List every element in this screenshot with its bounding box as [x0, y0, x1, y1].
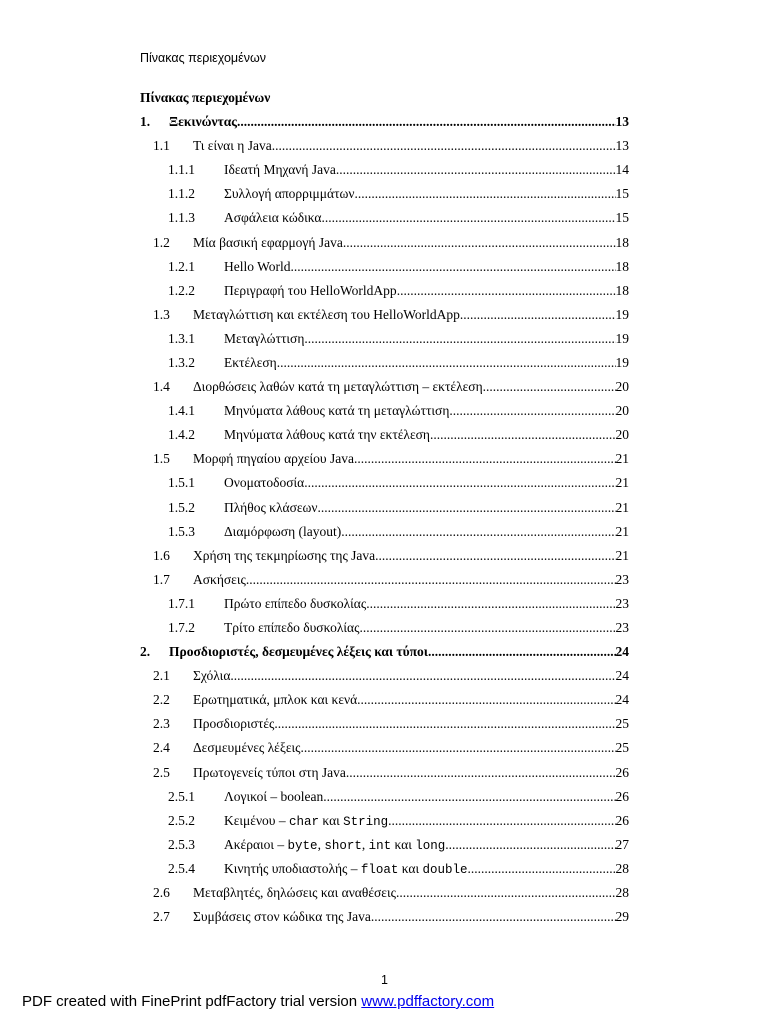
toc-entry[interactable]	[140, 134, 629, 158]
toc-entry-number: 1.4	[153, 379, 170, 395]
toc-entry-number: 1.6	[153, 547, 170, 563]
toc-entry-number: 2.5	[153, 764, 170, 780]
toc-entry[interactable]	[140, 712, 629, 736]
toc-entry-page: 15	[615, 186, 629, 202]
toc-entry-number: 1.5.3	[168, 523, 195, 539]
toc-entry-title: Προσδιοριστές	[193, 716, 275, 732]
dot-leader	[428, 644, 616, 660]
toc-entry-title: Χρήση της τεκμηρίωσης της Java	[193, 547, 376, 563]
dot-leader	[246, 572, 616, 588]
toc-entry[interactable]	[140, 785, 629, 809]
toc-entry-page: 25	[615, 716, 629, 732]
dot-leader	[388, 813, 615, 829]
toc-entry-title: Συλλογή απορριμμάτων	[224, 186, 355, 202]
dot-leader	[304, 475, 615, 491]
toc-entry[interactable]	[140, 761, 629, 785]
toc-entry-page: 21	[615, 475, 629, 491]
toc-entry-number: 2.6	[153, 885, 170, 901]
toc-entry[interactable]	[140, 158, 629, 182]
toc-entry-page: 25	[615, 740, 629, 756]
dot-leader	[366, 596, 615, 612]
toc-entry-page: 24	[615, 644, 629, 660]
toc-entry-title: Μεταγλώττιση	[224, 330, 305, 346]
toc-entry-number: 1.2.2	[168, 282, 195, 298]
toc-entry-title: Πρωτογενείς τύποι στη Java	[193, 764, 346, 780]
code-keyword: long	[415, 838, 446, 853]
toc-entry-title	[224, 861, 468, 877]
dot-leader	[291, 259, 616, 275]
toc-entry-title: Πλήθος κλάσεων	[224, 499, 318, 515]
toc-entry-page: 18	[615, 258, 629, 274]
toc-entry-number: 2.	[140, 644, 151, 660]
dot-leader	[396, 885, 616, 901]
toc-entry-page: 24	[615, 668, 629, 684]
dot-leader	[341, 524, 615, 540]
toc-entry[interactable]	[140, 568, 629, 592]
toc-entry[interactable]	[140, 616, 629, 640]
code-keyword: String	[343, 814, 389, 829]
toc-entry-title: Διορθώσεις λαθών κατά τη μεταγλώττιση – εκτέλεση	[193, 379, 483, 395]
dot-leader	[354, 451, 616, 467]
toc-entry[interactable]	[140, 857, 629, 881]
toc-entry[interactable]	[140, 423, 629, 447]
dot-leader	[343, 235, 616, 251]
toc-entry-number: 2.5.1	[168, 788, 195, 804]
footer-link[interactable]: www.pdffactory.com	[361, 993, 495, 1010]
dot-leader	[445, 837, 615, 853]
toc-entry[interactable]	[140, 303, 629, 327]
toc-entry-title: Hello World	[224, 258, 291, 274]
toc-entry-number: 2.5.3	[168, 836, 195, 852]
toc-entry-title: Σχόλια	[193, 668, 231, 684]
toc-entry-number: 2.7	[153, 909, 170, 925]
title-text: Ακέραιοι –	[224, 836, 288, 852]
toc-entry-number: 1.1	[153, 138, 170, 154]
toc-entry-title: Ερωτηματικά, μπλοκ και κενά	[193, 692, 358, 708]
toc-entry-title: Λογικοί – boolean	[224, 788, 324, 804]
toc-entry[interactable]	[140, 375, 629, 399]
toc-entry[interactable]	[140, 471, 629, 495]
toc-entry-title: Δεσμευμένες λέξεις	[193, 740, 301, 756]
dot-leader	[274, 716, 615, 732]
dot-leader	[230, 668, 615, 684]
toc-entry[interactable]	[140, 520, 629, 544]
toc-entry-number: 1.4.2	[168, 427, 195, 443]
code-keyword: double	[422, 862, 468, 877]
toc-entry-page: 20	[615, 379, 629, 395]
toc-entry-page: 21	[615, 523, 629, 539]
toc-entry[interactable]	[140, 110, 629, 134]
toc-entry-number: 2.2	[153, 692, 170, 708]
footer-text: PDF created with FinePrint pdfFactory trial version	[22, 993, 362, 1010]
toc-entry-page: 13	[615, 114, 629, 130]
dot-leader	[397, 283, 616, 299]
dot-leader	[322, 210, 616, 226]
toc-entry-title: Μηνύματα λάθους κατά τη μεταγλώττιση	[224, 403, 450, 419]
toc-entry-page: 26	[615, 812, 629, 828]
code-keyword: short	[324, 838, 362, 853]
toc-entry-page: 19	[615, 306, 629, 322]
toc-entry-title	[224, 813, 388, 829]
toc-entry[interactable]	[140, 447, 629, 471]
table-of-contents	[140, 110, 629, 929]
toc-entry[interactable]	[140, 905, 629, 929]
dot-leader	[277, 355, 616, 371]
toc-entry-page: 23	[615, 620, 629, 636]
toc-entry-page: 20	[615, 403, 629, 419]
toc-entry-title: Μία βασική εφαρμογή Java	[193, 234, 343, 250]
toc-entry-number: 1.	[140, 114, 151, 130]
toc-entry-page: 28	[615, 860, 629, 876]
toc-entry-page: 19	[615, 354, 629, 370]
dot-leader	[375, 548, 615, 564]
toc-entry-title: Ιδεατή Μηχανή Java	[224, 162, 336, 178]
toc-entry[interactable]	[140, 496, 629, 520]
title-text: Κειμένου –	[224, 812, 289, 828]
toc-entry[interactable]	[140, 327, 629, 351]
dot-leader	[323, 789, 615, 805]
running-header: Πίνακας περιεχομένων	[140, 51, 266, 65]
toc-entry[interactable]	[140, 544, 629, 568]
toc-entry[interactable]	[140, 399, 629, 423]
toc-entry-title: Μορφή πηγαίου αρχείου Java	[193, 451, 354, 467]
toc-entry-number: 1.7	[153, 571, 170, 587]
toc-entry-title: Μεταγλώττιση και εκτέλεση του HelloWorldApp	[193, 306, 460, 322]
toc-entry-number: 2.5.2	[168, 812, 195, 828]
code-keyword: int	[368, 838, 392, 853]
toc-entry[interactable]	[140, 736, 629, 760]
toc-entry-number: 1.3.2	[168, 354, 195, 370]
toc-entry-page: 27	[615, 836, 629, 852]
toc-entry-title: Τι είναι η Java	[193, 138, 272, 154]
dot-leader	[359, 620, 615, 636]
dot-leader	[483, 379, 616, 395]
dot-leader	[371, 909, 616, 925]
dot-leader	[430, 427, 616, 443]
toc-entry-page: 23	[615, 571, 629, 587]
toc-entry[interactable]	[140, 664, 629, 688]
dot-leader	[449, 403, 615, 419]
toc-entry-page: 29	[615, 909, 629, 925]
toc-entry-number: 2.4	[153, 740, 170, 756]
dot-leader	[304, 331, 615, 347]
toc-entry[interactable]	[140, 592, 629, 616]
toc-entry-title: Πρώτο επίπεδο δυσκολίας	[224, 595, 367, 611]
toc-entry-page: 20	[615, 427, 629, 443]
toc-entry-page: 28	[615, 885, 629, 901]
toc-entry-page: 21	[615, 547, 629, 563]
toc-entry-number: 2.5.4	[168, 860, 195, 876]
toc-entry-page: 24	[615, 692, 629, 708]
toc-entry-title: Προσδιοριστές, δεσμευμένες λέξεις και τύποι	[169, 644, 428, 660]
title-text: ,	[361, 836, 369, 852]
toc-entry[interactable]	[140, 809, 629, 833]
toc-entry-title: Ασφάλεια κώδικα	[224, 210, 322, 226]
title-text: και	[319, 812, 344, 828]
code-keyword: byte	[287, 838, 318, 853]
toc-entry[interactable]	[140, 182, 629, 206]
toc-entry-page: 26	[615, 764, 629, 780]
toc-entry-title: Ονοματοδοσία	[224, 475, 305, 491]
toc-entry-title: Περιγραφή του HelloWorldApp	[224, 282, 397, 298]
toc-entry[interactable]	[140, 881, 629, 905]
title-text: και	[398, 860, 423, 876]
toc-entry-title	[224, 837, 445, 853]
dot-leader	[346, 765, 616, 781]
title-text: ,	[317, 836, 325, 852]
toc-entry[interactable]	[140, 351, 629, 375]
toc-entry-number: 1.1.3	[168, 210, 195, 226]
toc-entry-number: 1.7.2	[168, 620, 195, 636]
toc-entry-number: 1.2	[153, 234, 170, 250]
toc-entry-page: 21	[615, 499, 629, 515]
dot-leader	[301, 740, 616, 756]
toc-entry[interactable]	[140, 255, 629, 279]
toc-entry-number: 1.5	[153, 451, 170, 467]
toc-entry-page: 26	[615, 788, 629, 804]
toc-entry-title: Ξεκινώντας	[169, 114, 237, 130]
toc-entry-number: 1.4.1	[168, 403, 195, 419]
toc-entry-number: 2.1	[153, 668, 170, 684]
toc-title: Πίνακας περιεχομένων	[140, 90, 271, 105]
toc-entry[interactable]	[140, 230, 629, 254]
title-text: και	[391, 836, 416, 852]
toc-entry-title: Εκτέλεση	[224, 354, 277, 370]
toc-entry-number: 1.3	[153, 306, 170, 322]
toc-entry-title: Τρίτο επίπεδο δυσκολίας	[224, 620, 360, 636]
toc-entry-title: Συμβάσεις στον κώδικα της Java	[193, 909, 371, 925]
toc-entry[interactable]	[140, 206, 629, 230]
toc-entry[interactable]	[140, 640, 629, 664]
toc-entry-page: 15	[615, 210, 629, 226]
dot-leader	[318, 500, 616, 516]
toc-entry-page: 18	[615, 234, 629, 250]
footer	[22, 993, 494, 1010]
toc-entry-title: Διαμόρφωση (layout)	[224, 523, 342, 539]
dot-leader	[237, 114, 616, 130]
toc-entry-page: 19	[615, 330, 629, 346]
page-number: 1	[381, 973, 388, 987]
dot-leader	[468, 861, 616, 877]
code-keyword: float	[360, 862, 399, 877]
toc-entry-page: 21	[615, 451, 629, 467]
toc-entry-number: 1.7.1	[168, 595, 195, 611]
toc-entry-number: 1.5.2	[168, 499, 195, 515]
toc-entry-number: 2.3	[153, 716, 170, 732]
toc-entry-page: 18	[615, 282, 629, 298]
toc-entry-number: 1.1.2	[168, 186, 195, 202]
toc-entry[interactable]	[140, 279, 629, 303]
toc-entry-page: 13	[615, 138, 629, 154]
toc-entry-page: 23	[615, 595, 629, 611]
title-text: Κινητής υποδιαστολής –	[224, 860, 361, 876]
toc-entry[interactable]	[140, 833, 629, 857]
toc-entry-title: Ασκήσεις	[193, 571, 246, 587]
code-keyword: char	[289, 814, 320, 829]
toc-entry-page: 14	[615, 162, 629, 178]
toc-entry-title: Μεταβλητές, δηλώσεις και αναθέσεις	[193, 885, 396, 901]
toc-entry-title: Μηνύματα λάθους κατά την εκτέλεση	[224, 427, 430, 443]
toc-entry[interactable]	[140, 688, 629, 712]
dot-leader	[357, 692, 615, 708]
dot-leader	[355, 186, 616, 202]
dot-leader	[272, 138, 616, 154]
toc-entry-number: 1.1.1	[168, 162, 195, 178]
toc-entry-number: 1.5.1	[168, 475, 195, 491]
dot-leader	[336, 162, 616, 178]
toc-entry-number: 1.3.1	[168, 330, 195, 346]
dot-leader	[460, 307, 616, 323]
toc-entry-number: 1.2.1	[168, 258, 195, 274]
